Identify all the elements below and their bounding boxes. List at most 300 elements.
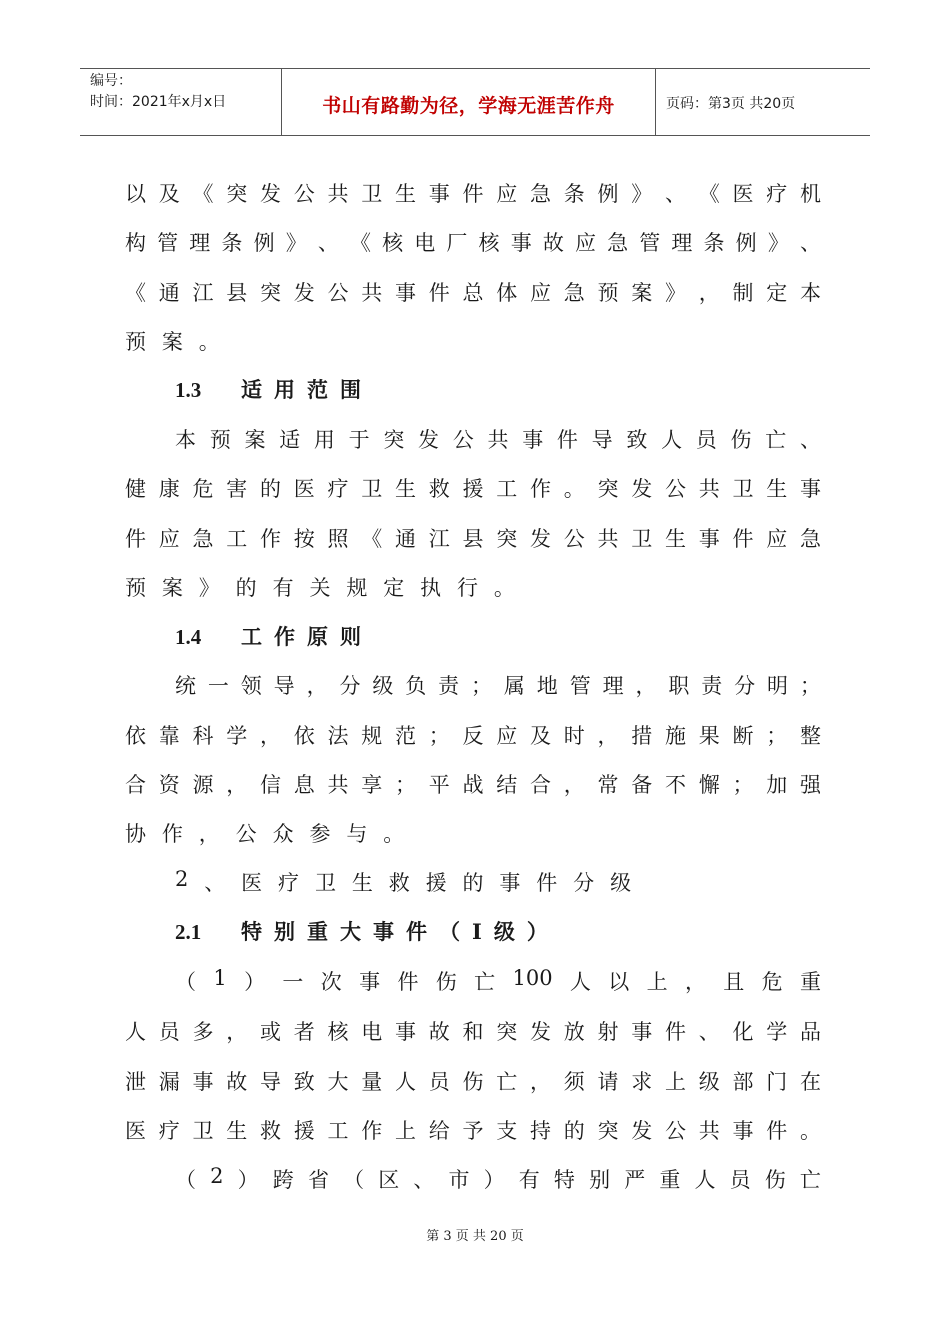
text-glyph: 》 [285,231,307,255]
text-glyph: 核 [478,231,500,255]
text-glyph: 件 [556,428,578,452]
text-glyph: 规 [361,724,383,748]
text-glyph: 预 [209,428,231,452]
text-glyph: 危 [761,970,783,994]
body-line [125,1115,821,1145]
text-glyph: 多 [192,1020,214,1044]
text-glyph: 措 [631,724,653,748]
text-glyph: 作 [361,1119,383,1143]
text-glyph: 领 [240,674,262,698]
text-glyph: ， [684,970,706,994]
text-glyph: 、 [799,231,821,255]
text-glyph: 条 [563,182,585,206]
section-heading-1-4 [175,621,373,651]
text-glyph: 合 [530,773,551,797]
text-glyph: 《 [698,182,720,206]
text-glyph: 且 [723,970,745,994]
text-glyph: 定 [766,281,788,305]
text-glyph: 须 [563,1070,585,1094]
text-glyph: 导 [260,1070,281,1094]
text-glyph: 条 [221,231,243,255]
text-glyph: 属 [503,674,525,698]
text-glyph: 件 [125,527,146,551]
text-glyph: 事 [359,970,381,994]
text-glyph: 反 [462,724,484,748]
text-glyph: 关 [309,576,331,600]
text-glyph: 结 [496,773,518,797]
text-glyph: 负 [405,674,427,698]
text-glyph: 疗 [766,182,788,206]
text-glyph: ； [732,773,754,797]
text-glyph: ， [306,674,328,698]
section-heading-2 [175,867,821,897]
text-glyph: 。 [198,330,220,354]
text-glyph: 急 [800,527,821,551]
text-glyph: 江 [428,527,450,551]
text-glyph: ， [698,281,720,305]
text-glyph: 卫 [631,527,653,551]
text-glyph: 发 [631,1119,653,1143]
text-glyph: 2 [175,867,189,891]
text-glyph: 医 [125,1119,146,1143]
text-glyph: 一 [282,970,304,994]
text-glyph: 学 [766,1020,788,1044]
section-title: 工作原则 [241,624,373,649]
text-glyph: 执 [420,576,442,600]
text-glyph: 突 [597,1119,619,1143]
text-glyph: 《 [349,231,371,255]
body-line [125,178,821,208]
text-glyph: 100 [512,966,553,990]
text-glyph: 疗 [278,871,300,895]
body-line [175,424,821,454]
text-glyph: 依 [293,724,315,748]
text-glyph: 》 [665,281,686,305]
text-glyph: 和 [462,1020,484,1044]
text-glyph: 公 [327,281,349,305]
text-glyph: 公 [235,822,257,846]
text-glyph: 共 [698,477,720,501]
text-glyph: ） [244,970,266,994]
text-glyph: 生 [766,477,788,501]
text-glyph: 强 [800,773,821,797]
text-glyph: 江 [192,281,214,305]
text-glyph: 的 [235,576,257,600]
text-glyph: 、 [413,1168,435,1192]
body-line [175,966,821,996]
text-glyph: 件 [732,527,754,551]
text-glyph: 的 [260,477,281,501]
section-number: 2.1 [175,920,202,944]
text-glyph: 化 [732,1020,754,1044]
text-glyph: 照 [327,527,349,551]
text-glyph: 加 [766,773,788,797]
text-glyph: 、 [317,231,339,255]
text-glyph: 。 [383,822,405,846]
text-glyph: ； [471,674,493,698]
text-glyph: 求 [631,1070,653,1094]
text-glyph: 息 [293,773,315,797]
text-glyph: 急 [530,182,551,206]
text-glyph: 危 [192,477,214,501]
text-glyph: 重 [799,970,821,994]
text-glyph: 伤 [730,428,752,452]
text-glyph: 卫 [732,477,754,501]
text-glyph: 通 [158,281,180,305]
text-glyph: 急 [563,281,585,305]
text-glyph: 案 [161,576,183,600]
text-glyph: 总 [462,281,484,305]
text-glyph: 及 [158,182,180,206]
body-line [125,818,821,848]
text-glyph: 或 [260,1020,281,1044]
text-glyph: 分 [734,674,756,698]
body-line [125,326,821,356]
text-glyph: 发 [260,182,281,206]
text-glyph: 量 [361,1070,383,1094]
text-glyph: 预 [125,330,146,354]
text-glyph: 别 [589,1168,611,1192]
text-glyph: 构 [125,231,146,255]
text-glyph: 上 [646,970,668,994]
body-line [125,572,821,602]
text-glyph: 整 [800,724,821,748]
header-page-info: 页码：第3页 共20页 [666,96,796,112]
text-glyph: 理 [602,674,624,698]
text-glyph: 及 [530,724,551,748]
text-glyph: 件 [462,182,484,206]
serial-label: 编号： [90,73,132,89]
text-glyph: 《 [125,281,146,305]
text-glyph: 资 [158,773,180,797]
text-glyph: 品 [800,1020,821,1044]
text-glyph: 故 [542,231,564,255]
body-line [125,720,821,750]
text-glyph: 伤 [435,970,457,994]
text-glyph: 生 [395,477,416,501]
text-glyph: 发 [631,477,653,501]
text-glyph: 人 [694,1168,716,1192]
text-glyph: 。 [493,576,515,600]
text-glyph: 导 [273,674,295,698]
text-glyph: 生 [395,182,416,206]
text-glyph: 共 [327,182,349,206]
text-glyph: 市 [448,1168,470,1192]
text-glyph: 以 [125,182,146,206]
text-glyph: 门 [766,1070,788,1094]
text-glyph: 害 [226,477,248,501]
text-glyph: 适 [279,428,301,452]
text-glyph: 《 [361,527,383,551]
text-glyph: 件 [428,281,450,305]
text-glyph: 不 [665,773,686,797]
text-glyph: 规 [346,576,368,600]
text-glyph: 康 [158,477,180,501]
text-glyph: 上 [665,1070,686,1094]
text-glyph: 用 [313,428,335,452]
text-glyph: 公 [293,182,315,206]
text-glyph: 理 [189,231,211,255]
text-glyph: 在 [800,1070,821,1094]
text-glyph: 应 [158,527,180,551]
text-glyph: 致 [626,428,648,452]
text-glyph: 合 [125,773,146,797]
text-glyph: 案 [244,428,266,452]
text-glyph: 施 [665,724,686,748]
text-glyph: 疗 [327,477,349,501]
text-glyph: 定 [383,576,405,600]
text-glyph: 援 [293,1119,315,1143]
text-glyph: ， [530,1070,551,1094]
text-glyph: 级 [698,1070,720,1094]
text-glyph: 学 [226,724,248,748]
text-glyph: 作 [161,822,183,846]
text-glyph: 共 [361,281,383,305]
text-glyph: 员 [158,1020,180,1044]
text-glyph: 、 [799,428,821,452]
text-glyph: ； [799,674,821,698]
text-glyph: 卫 [361,182,383,206]
text-glyph: （ [343,1168,365,1192]
text-glyph: ， [260,724,281,748]
text-glyph: 援 [425,871,447,895]
time-label: 时间：2021年x月x日 [90,94,227,110]
text-glyph: 急 [192,527,214,551]
text-glyph: 事 [510,231,532,255]
text-glyph: 射 [597,1020,619,1044]
text-glyph: 发 [293,281,315,305]
text-glyph: 享 [361,773,383,797]
text-glyph: 作 [530,477,551,501]
text-glyph: 件 [665,1020,686,1044]
text-glyph: 断 [732,724,754,748]
text-glyph: 统 [175,674,196,698]
text-glyph: 例 [597,182,619,206]
text-glyph: ， [198,822,220,846]
text-glyph: 预 [597,281,619,305]
section-number: 1.3 [175,378,202,402]
text-glyph: 平 [428,773,450,797]
body-line [175,1164,821,1194]
text-glyph: 源 [192,773,214,797]
text-glyph: 亡 [799,1168,821,1192]
text-glyph: ， [635,674,657,698]
text-glyph: 有 [518,1168,540,1192]
body-line [175,670,821,700]
text-glyph: 管 [157,231,179,255]
text-glyph: 县 [462,527,484,551]
text-glyph: 发 [530,1020,551,1044]
text-glyph: 例 [735,231,757,255]
text-glyph: 制 [732,281,754,305]
text-glyph: 严 [624,1168,646,1192]
text-glyph: 作 [260,527,281,551]
text-glyph: 的 [563,1119,585,1143]
text-glyph: 员 [428,1070,450,1094]
text-glyph: 突 [383,428,405,452]
text-glyph: 突 [496,1020,518,1044]
text-glyph: 预 [125,576,146,600]
text-glyph: 公 [665,477,686,501]
text-glyph: 导 [591,428,613,452]
text-glyph: 与 [346,822,368,846]
text-glyph: 医 [293,477,315,501]
text-glyph: 生 [665,527,686,551]
text-glyph: 医 [732,182,754,206]
text-glyph: 事 [428,182,450,206]
text-glyph: ， [563,773,585,797]
text-glyph: 通 [395,527,416,551]
text-glyph: 战 [462,773,484,797]
text-glyph: 救 [260,1119,281,1143]
text-glyph: 明 [767,674,789,698]
text-glyph: 事 [698,527,720,551]
text-glyph: 共 [487,428,509,452]
text-glyph: 援 [462,477,484,501]
text-glyph: 放 [563,1020,585,1044]
text-glyph: 工 [496,477,518,501]
text-glyph: 法 [327,724,349,748]
text-glyph: 条 [703,231,725,255]
body-line [125,227,821,257]
text-glyph: 公 [452,428,474,452]
text-glyph: 事 [499,871,521,895]
text-glyph: ； [766,724,788,748]
text-glyph: 例 [253,231,275,255]
text-glyph: ） [237,1168,259,1192]
text-glyph: 上 [395,1119,416,1143]
text-glyph: 员 [695,428,717,452]
text-glyph: 发 [530,527,551,551]
section-title: 适用范围 [241,377,373,402]
text-glyph: 管 [639,231,661,255]
text-glyph: 事 [192,1070,214,1094]
text-glyph: 突 [597,477,619,501]
text-glyph: 特 [553,1168,575,1192]
text-glyph: 突 [260,281,281,305]
text-glyph: 本 [175,428,196,452]
text-glyph: 体 [496,281,518,305]
text-glyph: 责 [438,674,460,698]
text-glyph: 应 [574,231,596,255]
body-line [125,523,821,553]
section-heading-2-1 [175,916,560,946]
text-glyph: 备 [631,773,653,797]
text-glyph: 协 [125,822,146,846]
text-glyph: 医 [241,871,263,895]
text-glyph: 致 [293,1070,315,1094]
header-motto: 书山有路勤为径，学海无涯苦作舟 [282,69,656,135]
text-glyph: 次 [320,970,342,994]
text-glyph: 卫 [361,477,383,501]
text-glyph: 核 [327,1020,349,1044]
text-glyph: 事 [732,1119,754,1143]
text-glyph: 件 [766,1119,788,1143]
document-header [80,68,870,136]
text-glyph: 级 [610,871,632,895]
text-glyph: 、 [665,182,686,206]
text-glyph: 懈 [698,773,720,797]
text-glyph: 行 [457,576,479,600]
text-glyph: 的 [462,871,484,895]
text-glyph: 区 [378,1168,400,1192]
text-glyph: 救 [388,871,410,895]
text-glyph: 应 [766,527,788,551]
text-glyph: 救 [428,477,450,501]
body-line [125,1066,821,1096]
text-glyph: 分 [339,674,361,698]
text-glyph: 级 [372,674,394,698]
text-glyph: 泄 [125,1070,146,1094]
text-glyph: 分 [573,871,595,895]
text-glyph: 急 [607,231,629,255]
text-glyph: 大 [327,1070,349,1094]
text-glyph: 人 [661,428,683,452]
page-footer: 第 3 页 共 20 页 [426,1229,524,1244]
text-glyph: 工 [327,1119,349,1143]
body-line [125,473,821,503]
text-glyph: ； [395,773,416,797]
text-glyph: 公 [563,527,585,551]
text-glyph: 理 [671,231,693,255]
text-glyph: 者 [293,1020,315,1044]
text-glyph: 机 [800,182,821,206]
text-glyph: 、 [698,1020,720,1044]
text-glyph: 有 [272,576,294,600]
text-glyph: 范 [395,724,416,748]
text-glyph: 件 [536,871,558,895]
text-glyph: 突 [496,527,518,551]
text-glyph: 件 [397,970,419,994]
text-glyph: 本 [800,281,821,305]
text-glyph: 常 [597,773,619,797]
text-glyph: 人 [395,1070,416,1094]
body-line [125,769,821,799]
text-glyph: 电 [361,1020,383,1044]
text-glyph: 时 [563,724,585,748]
section-number: 1.4 [175,625,202,649]
text-glyph: 于 [348,428,370,452]
text-glyph: 员 [729,1168,751,1192]
header-meta [80,69,282,135]
text-glyph: 支 [496,1119,518,1143]
text-glyph: 》 [631,182,653,206]
text-glyph: 责 [701,674,723,698]
text-glyph: （ [175,1168,196,1192]
text-glyph: 部 [732,1070,754,1094]
text-glyph: 应 [530,281,551,305]
text-glyph: 职 [668,674,690,698]
text-glyph: 健 [125,477,146,501]
text-glyph: 卫 [314,871,336,895]
text-glyph: 电 [414,231,436,255]
text-glyph: 案 [161,330,183,354]
text-glyph: 。 [563,477,585,501]
text-glyph: 核 [382,231,404,255]
text-glyph: 人 [569,970,591,994]
text-glyph: 省 [307,1168,329,1192]
text-glyph: 应 [496,724,518,748]
text-glyph: 管 [569,674,591,698]
text-glyph: 生 [351,871,373,895]
section-heading-1-3 [175,374,373,404]
text-glyph: 信 [260,773,281,797]
text-glyph: 共 [327,773,349,797]
text-glyph: 2 [210,1164,224,1188]
text-glyph: ； [428,724,450,748]
text-glyph: ， [226,1020,248,1044]
text-glyph: 突 [226,182,248,206]
